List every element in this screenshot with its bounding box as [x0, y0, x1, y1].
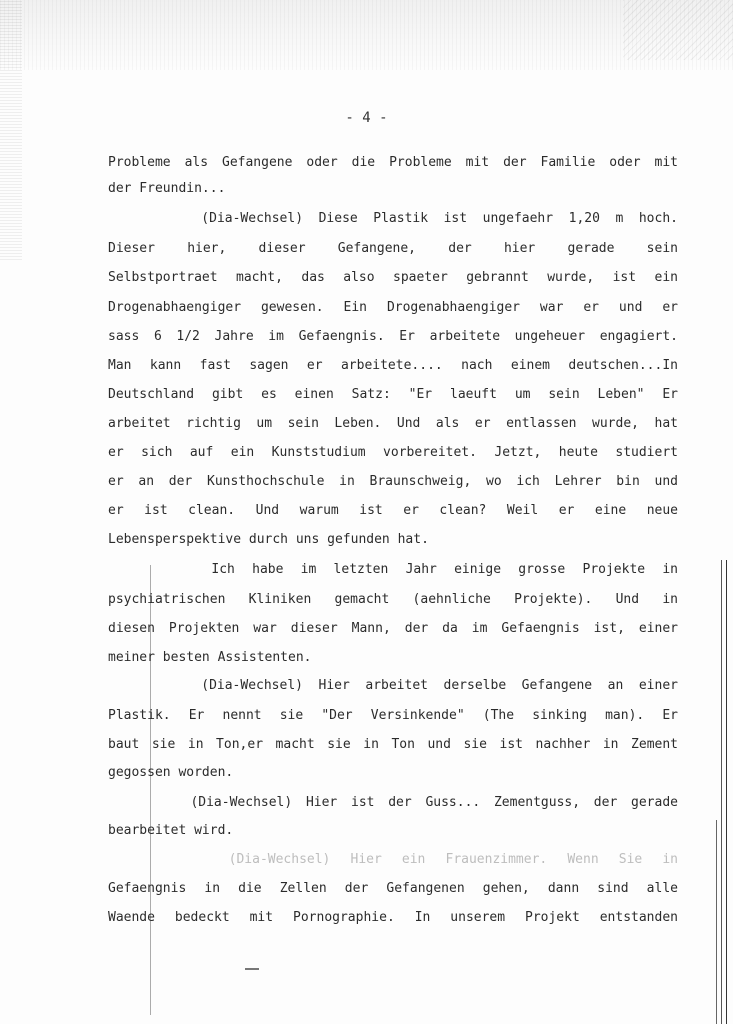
- text-line: Drogenabhaengiger gewesen. Ein Drogenabhaengiger war er und er: [108, 300, 678, 315]
- text-line: arbeitet richtig um sein Leben. Und als er entlassen wurde, hat: [108, 416, 678, 431]
- text-line: diesen Projekten war dieser Mann, der da im Gefaengnis ist, einer: [108, 621, 678, 636]
- page-edge-right: [721, 560, 727, 1024]
- text-line: gegossen worden.: [108, 765, 234, 780]
- text-line: Man kann fast sagen er arbeitete.... nach einem deutschen...In: [108, 358, 678, 373]
- text-line-faint: (Dia-Wechsel) Hier ein Frauenzimmer. Wenn Sie in: [108, 852, 678, 867]
- text-line: er sich auf ein Kunststudium vorbereitet. Jetzt, heute studiert: [108, 445, 678, 460]
- text-line: meiner besten Assistenten.: [108, 650, 312, 665]
- text-line: er ist clean. Und warum ist er clean? Weil er eine neue: [108, 503, 678, 518]
- text-line: (Dia-Wechsel) Hier ist der Guss... Zementguss, der gerade: [108, 795, 678, 810]
- text-line: sass 6 1/2 Jahre im Gefaengnis. Er arbeitete ungeheuer engagiert.: [108, 329, 678, 344]
- text-line: er an der Kunsthochschule in Braunschweig, wo ich Lehrer bin und: [108, 474, 678, 489]
- text-line: Probleme als Gefangene oder die Probleme mit der Familie oder mit: [108, 155, 678, 170]
- text-line: (Dia-Wechsel) Hier arbeitet derselbe Gefangene an einer: [108, 678, 678, 693]
- text-line: bearbeitet wird.: [108, 823, 234, 838]
- text-line: psychiatrischen Kliniken gemacht (aehnliche Projekte). Und in: [108, 592, 678, 607]
- scan-mark: [245, 968, 259, 970]
- text-line: Ich habe im letzten Jahr einige grosse Projekte in: [108, 562, 678, 577]
- text-line: (Dia-Wechsel) Diese Plastik ist ungefaehr 1,20 m hoch.: [108, 211, 678, 226]
- page-edge-right-inner: [716, 820, 717, 1024]
- text-line: Dieser hier, dieser Gefangene, der hier gerade sein: [108, 241, 678, 256]
- text-line: Waende bedeckt mit Pornographie. In unserem Projekt entstanden: [108, 910, 678, 925]
- text-line: Lebensperspektive durch uns gefunden hat.: [108, 532, 429, 547]
- text-line: Selbstportraet macht, das also spaeter gebrannt wurde, ist ein: [108, 270, 678, 285]
- scan-noise-corner: [623, 0, 733, 60]
- text-line: baut sie in Ton,er macht sie in Ton und sie ist nachher in Zement: [108, 737, 678, 752]
- text-line: der Freundin...: [108, 181, 226, 196]
- scan-noise-left: [0, 0, 22, 260]
- text-line: Plastik. Er nennt sie "Der Versinkende" (The sinking man). Er: [108, 708, 678, 723]
- text-line: Deutschland gibt es einen Satz: "Er laeuft um sein Leben" Er: [108, 387, 678, 402]
- text-line: Gefaengnis in die Zellen der Gefangenen gehen, dann sind alle: [108, 881, 678, 896]
- page-number: - 4 -: [345, 110, 388, 126]
